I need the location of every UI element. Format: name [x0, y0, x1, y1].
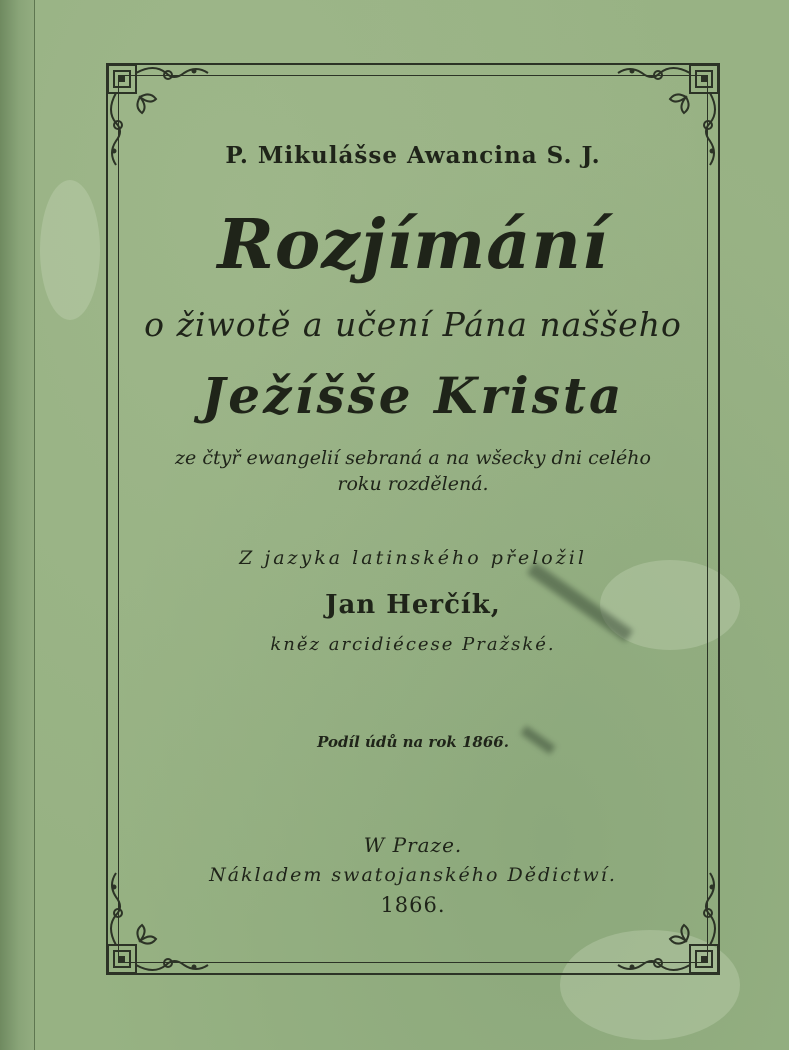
description-line-2: roku rozdělená. [337, 473, 489, 495]
author-line: P. Mikulášse Awancina S. J. [225, 142, 601, 169]
paper-wear-spot [40, 180, 100, 320]
translator-name: Jan Herčík, [325, 590, 501, 620]
description-line-1: ze čtyř ewangelií sebraná a na wšecky dni celého [175, 447, 651, 469]
publication-place: W Praze. [363, 833, 463, 857]
book-title: Rozjímání [217, 205, 609, 285]
book-spine [0, 0, 35, 1050]
translator-role: kněz arcidiécese Pražské. [270, 634, 556, 655]
subtitle-line-2: Ježíšše Krista [201, 366, 625, 425]
share-note: Podíl údů na rok 1866. [317, 733, 509, 751]
publisher-line: Nákladem swatojanského Dědictwí. [209, 864, 617, 886]
translator-intro: Z jazyka latinského přeložil [239, 547, 587, 569]
publication-year: 1866. [380, 893, 446, 917]
subtitle-line-1: o žiwotě a učení Pána naššeho [144, 305, 682, 344]
